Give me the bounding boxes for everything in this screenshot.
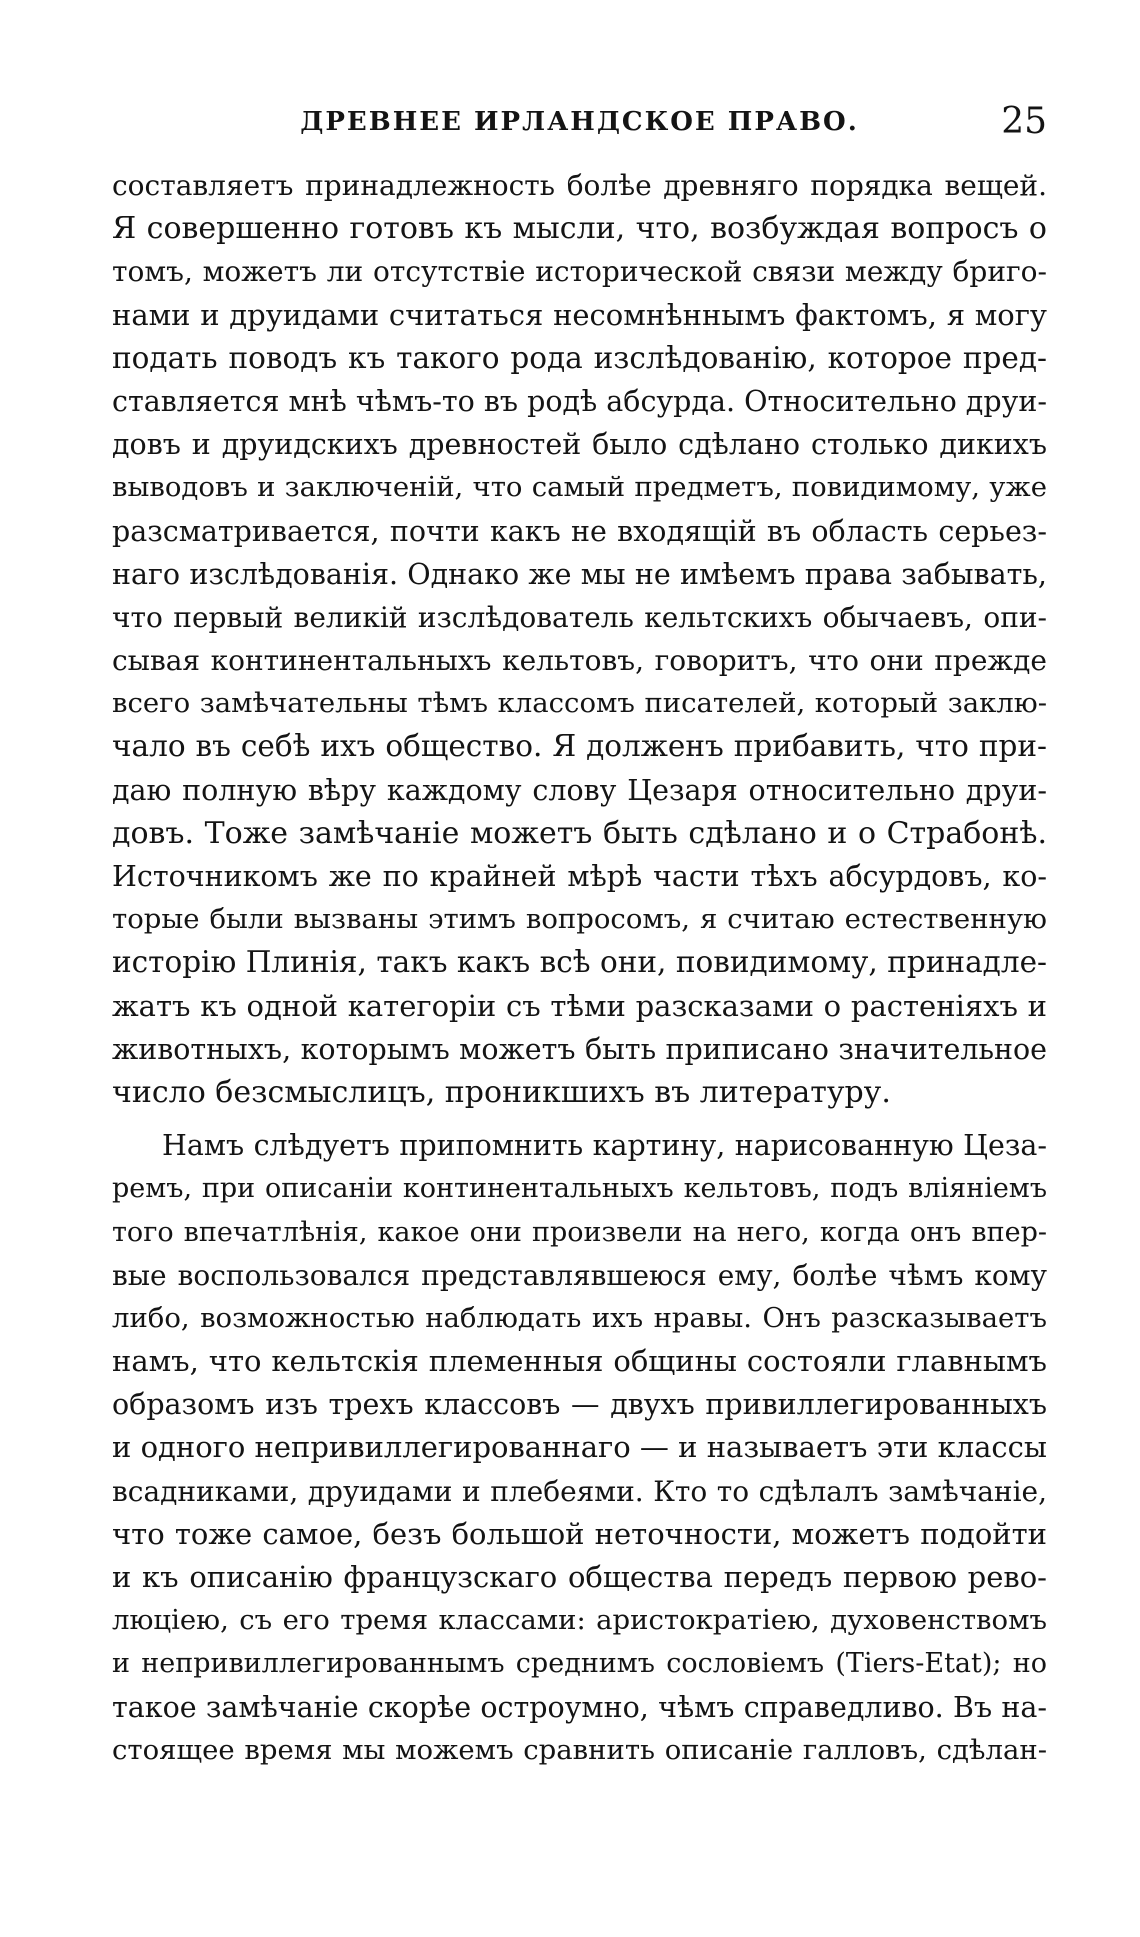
text-line: нами и друидами считаться несомнѣннымъ фактомъ, я могу: [112, 297, 1047, 332]
text-line: выводовъ и заключеній, что самый предметъ, повидимому, уже: [112, 471, 1047, 504]
text-line: исторію Плинія, такъ какъ всѣ они, повидимому, принадле-: [112, 945, 1047, 980]
text-line: ремъ, при описаніи континентальныхъ кельтовъ, подъ вліяніемъ: [112, 1173, 1047, 1205]
text-line: вые воспользовался представлявшеюся ему, болѣе чѣмъ кому: [112, 1258, 1047, 1292]
text-line: чало въ себѣ ихъ общество. Я долженъ прибавить, что при-: [112, 729, 1047, 764]
text-line: наго изслѣдованія. Однако же мы не имѣемъ права забывать,: [112, 557, 1047, 591]
text-line: такое замѣчаніе скорѣе остроумно, чѣмъ справедливо. Въ на-: [112, 1690, 1047, 1724]
text-line: того впечатлѣнія, какое они произвели на него, когда онъ впер-: [112, 1216, 1047, 1248]
text-line: Я совершенно готовъ къ мысли, что, возбуждая вопросъ о: [112, 211, 1047, 247]
text-line: образомъ изъ трехъ классовъ — двухъ привиллегированныхъ: [112, 1388, 1047, 1422]
text-line: стоящее время мы можемъ сравнить описаніе галловъ, сдѣлан-: [112, 1733, 1047, 1766]
text-line: сывая континентальныхъ кельтовъ, говоритъ, что они прежде: [112, 644, 1047, 678]
text-line: довъ и друидскихъ древностей было сдѣлано столько дикихъ: [112, 428, 1047, 462]
text-line: жатъ къ одной категоріи съ тѣми разсказами о растеніяхъ и: [112, 988, 1047, 1023]
text-line: намъ, что кельтскія племенныя общины состояли главнымъ: [112, 1344, 1047, 1379]
paragraph: [112, 164, 1047, 1114]
text-line: животныхъ, которымъ можетъ быть приписано значительное: [112, 1032, 1047, 1066]
text-line: торые были вызваны этимъ вопросомъ, я считаю естественную: [112, 903, 1047, 936]
text-line: всего замѣчательны тѣмъ классомъ писателей, который заклю-: [112, 687, 1047, 720]
paragraph-gap: [112, 1114, 1047, 1124]
text-line: довъ. Тоже замѣчаніе можетъ быть сдѣлано и о Страбонѣ.: [112, 815, 1047, 851]
running-title: ДРЕВНЕЕ ИРЛАНДСКОЕ ПРАВО.: [300, 107, 859, 137]
text-line: и къ описанію французскаго общества передъ первою рево-: [112, 1560, 1047, 1594]
text-line: Источникомъ же по крайней мѣрѣ части тѣхъ абсурдовъ, ко-: [112, 860, 1047, 893]
text-line: число безсмыслицъ, проникшихъ въ литературу.: [112, 1074, 891, 1110]
text-line: и одного непривиллегированнаго — и называетъ эти классы: [112, 1430, 1047, 1465]
text-line: люціею, съ его тремя классами: аристократіею, духовенствомъ: [112, 1604, 1047, 1637]
text-line: томъ, можетъ ли отсутствіе исторической связи между бриго-: [112, 255, 1047, 289]
page-number: 25: [1001, 101, 1047, 142]
text-line: даю полную вѣру каждому слову Цезаря относительно друи-: [112, 773, 1047, 807]
text-line: ставляется мнѣ чѣмъ-то въ родѣ абсурда. Относительно друи-: [112, 384, 1047, 418]
text-line: что первый великій изслѣдователь кельтскихъ обычаевъ, опи-: [112, 600, 1047, 634]
text-line: либо, возможностью наблюдать ихъ нравы. Онъ разсказываетъ: [112, 1301, 1047, 1334]
text-line: составляетъ принадлежность болѣе древняго порядка вещей.: [112, 169, 1047, 202]
text-line: и непривиллегированнымъ среднимъ сословіемъ (Tiers-Etat); но: [112, 1648, 1047, 1680]
text-line: подать поводъ къ такого рода изслѣдованію, которое пред-: [112, 340, 1047, 375]
body-text: [112, 164, 1047, 1772]
page-header: [112, 100, 1047, 144]
paragraph: [112, 1124, 1047, 1772]
text-line: всадниками, друидами и плебеями. Кто то сдѣлалъ замѣчаніе,: [112, 1474, 1047, 1508]
text-line: разсматривается, почти какъ не входящій въ область серьез-: [112, 514, 1047, 548]
text-line: что тоже самое, безъ большой неточности, можетъ подойти: [112, 1516, 1047, 1551]
text-line: Намъ слѣдуетъ припомнить картину, нарисованную Цеза-: [162, 1129, 1047, 1163]
